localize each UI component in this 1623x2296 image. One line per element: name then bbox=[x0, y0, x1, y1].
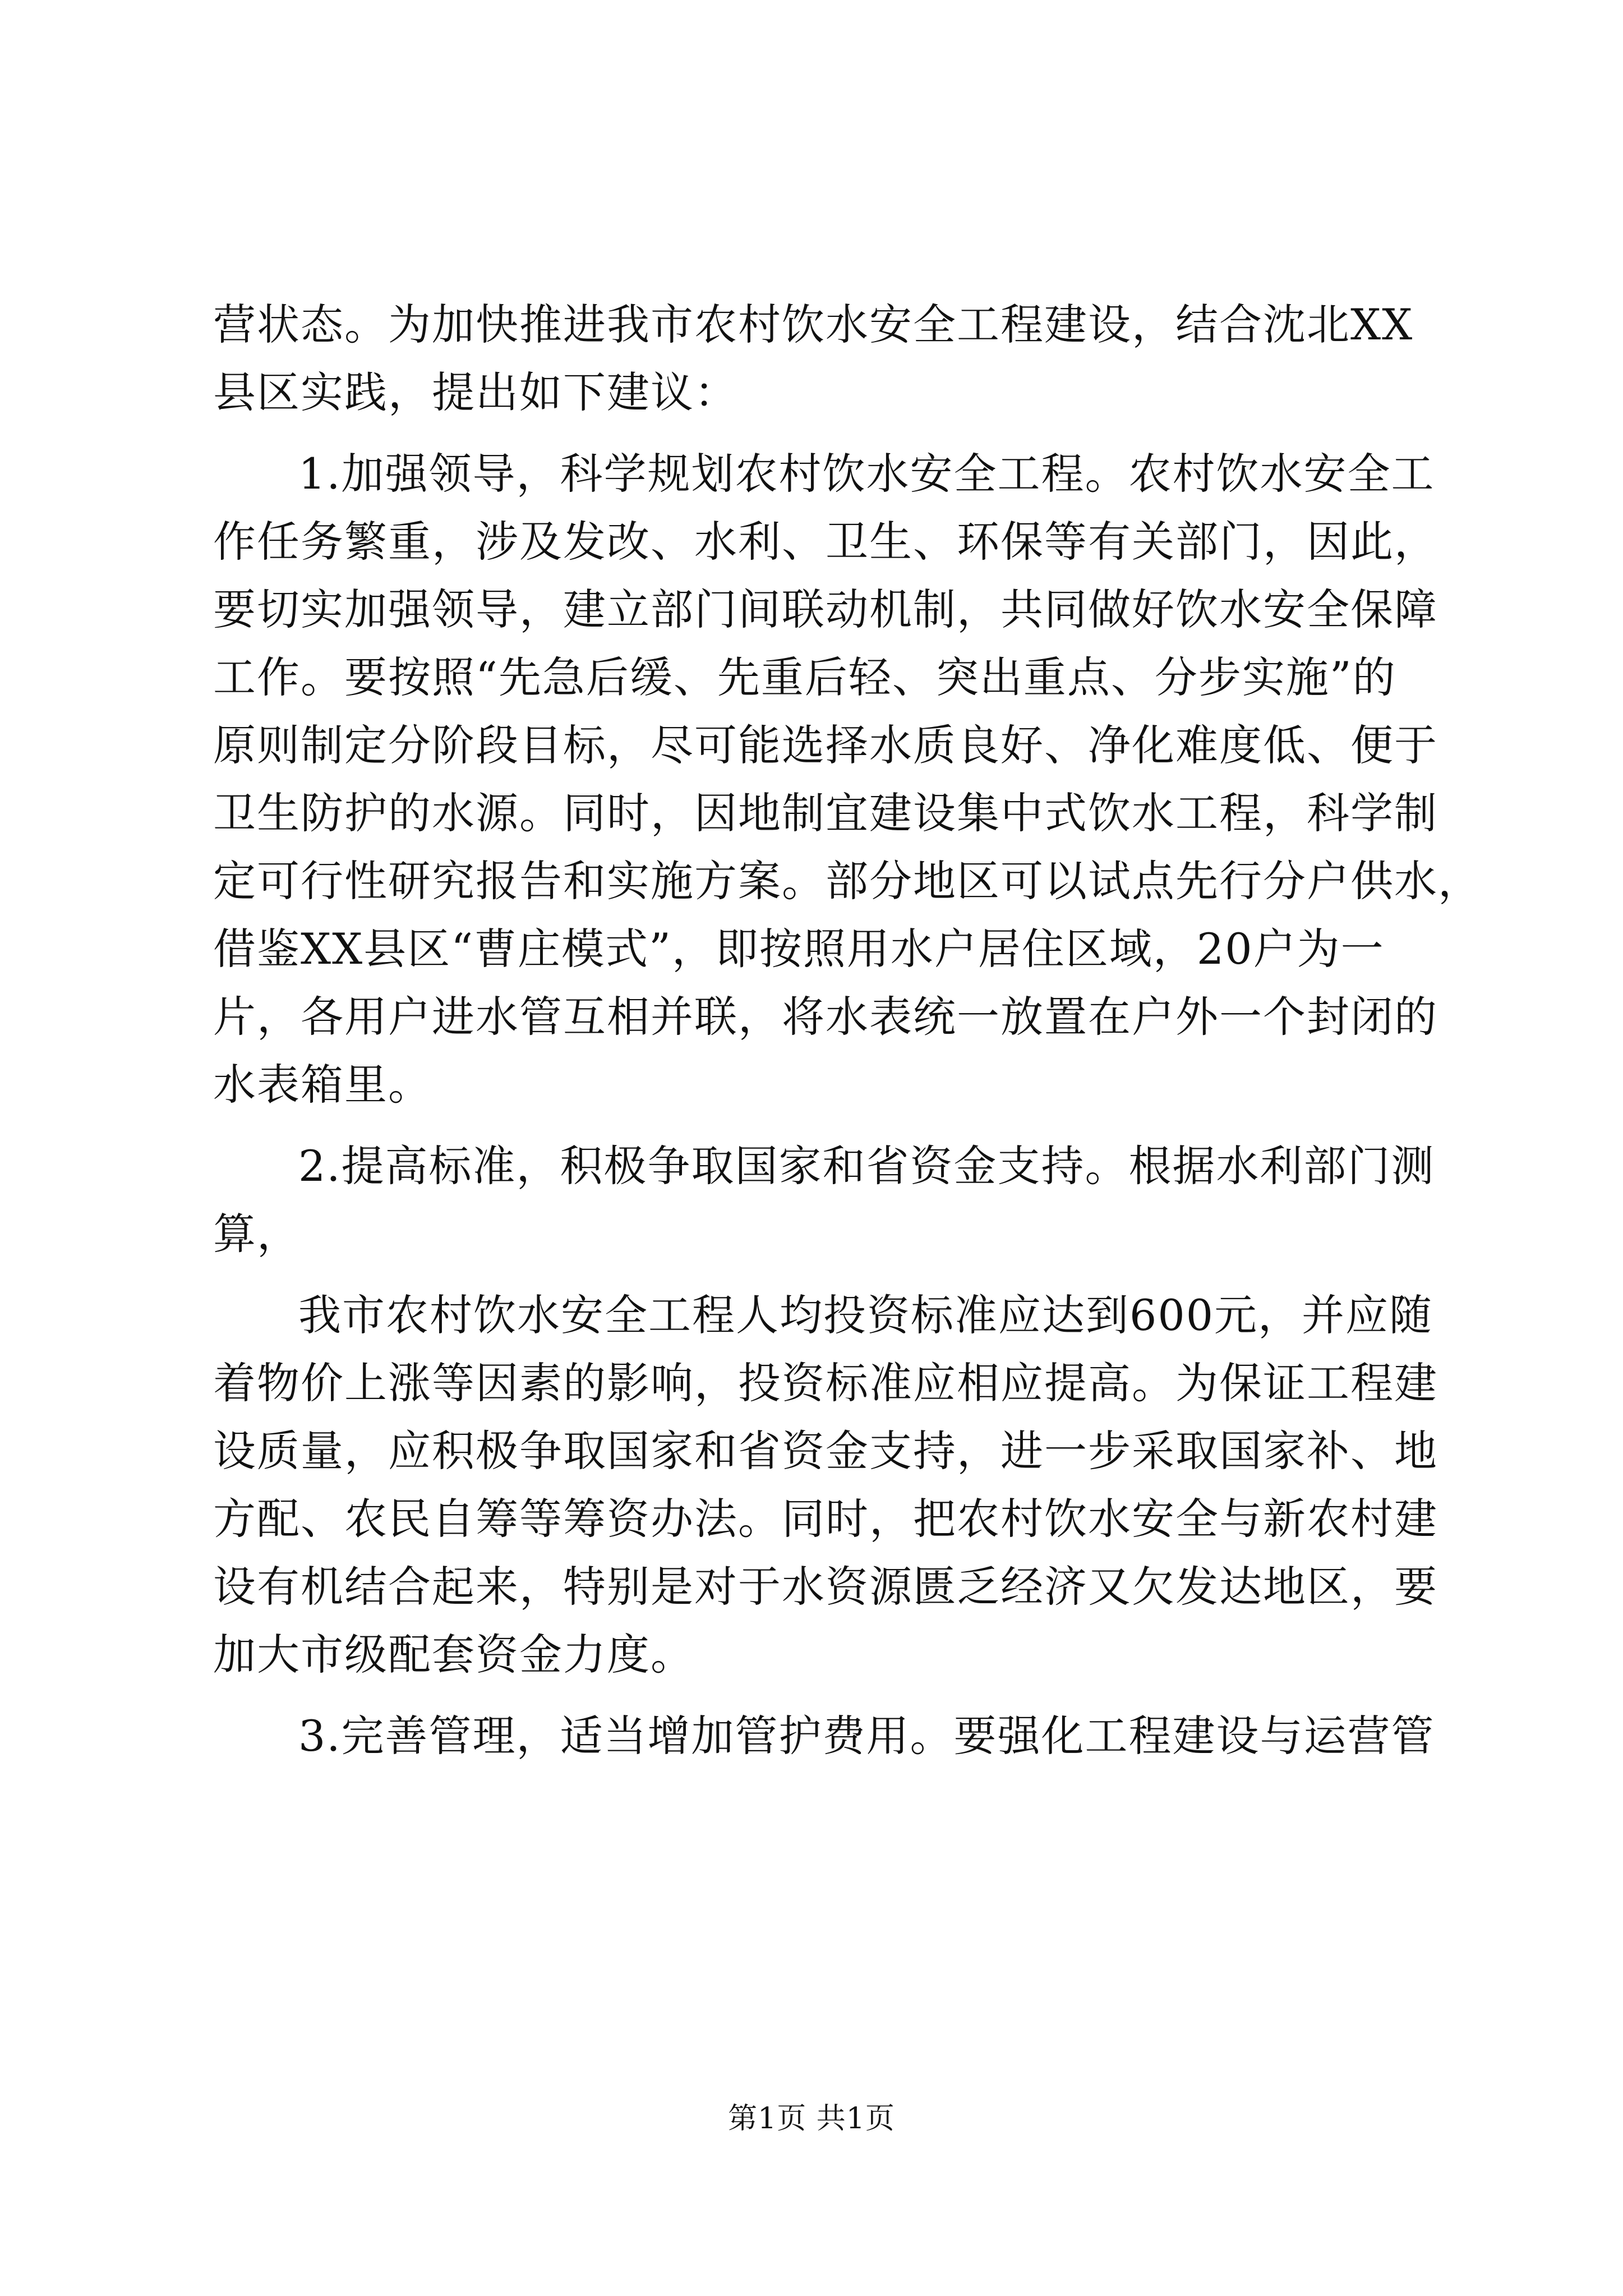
text-line: 算， bbox=[213, 1209, 301, 1259]
text-line: 片，各用户进水管互相并联，将水表统一放置在户外一个封闭的 bbox=[213, 992, 1438, 1042]
text-line: 借鉴XX县区“曹庄模式”，即按照用水户居住区域，20户为一 bbox=[213, 924, 1385, 974]
document-body bbox=[213, 291, 1482, 1770]
text-line: 作任务繁重，涉及发改、水利、卫生、环保等有关部门，因此， bbox=[213, 517, 1438, 567]
text-line: 2.提高标准，积极争取国家和省资金支持。根据水利部门测 bbox=[298, 1141, 1435, 1191]
text-line: 加大市级配套资金力度。 bbox=[213, 1630, 694, 1680]
text-line: 定可行性研究报告和实施方案。部分地区可以试点先行分户供水， bbox=[213, 856, 1482, 906]
page-footer: 第1页 共1页 bbox=[728, 2102, 895, 2136]
text-line: 方配、农民自筹等筹资办法。同时，把农村饮水安全与新农村建 bbox=[213, 1494, 1438, 1544]
text-line: 设有机结合起来，特别是对于水资源匮乏经济又欠发达地区，要 bbox=[213, 1562, 1438, 1612]
text-line: 县区实践，提出如下建议： bbox=[213, 367, 738, 417]
text-line: 工作。要按照“先急后缓、先重后轻、突出重点、分步实施”的 bbox=[213, 652, 1396, 702]
text-line: 水表箱里。 bbox=[213, 1060, 432, 1110]
text-line: 着物价上涨等因素的影响，投资标准应相应提高。为保证工程建 bbox=[213, 1358, 1438, 1408]
text-line: 要切实加强领导，建立部门间联动机制，共同做好饮水安全保障 bbox=[213, 585, 1438, 634]
text-line: 原则制定分阶段目标，尽可能选择水质良好、净化难度低、便于 bbox=[213, 720, 1438, 770]
text-line: 营状态。为加快推进我市农村饮水安全工程建设，结合沈北XX bbox=[213, 300, 1414, 349]
text-line: 卫生防护的水源。同时，因地制宜建设集中式饮水工程，科学制 bbox=[213, 788, 1438, 838]
text-line: 我市农村饮水安全工程人均投资标准应达到600元，并应随 bbox=[298, 1290, 1433, 1340]
text-line: 3.完善管理，适当增加管护费用。要强化工程建设与运营管 bbox=[298, 1711, 1435, 1761]
text-line: 1.加强领导，科学规划农村饮水安全工程。农村饮水安全工 bbox=[298, 449, 1435, 499]
text-line: 设质量，应积极争取国家和省资金支持，进一步采取国家补、地 bbox=[213, 1426, 1438, 1476]
